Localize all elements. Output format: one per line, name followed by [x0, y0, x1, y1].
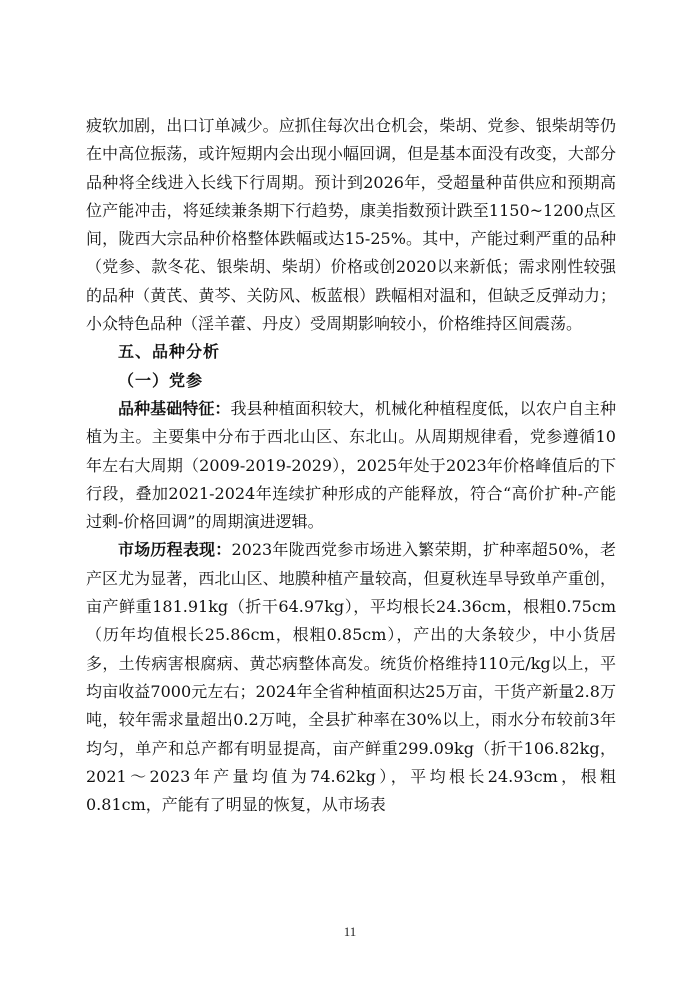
section-heading: 五、品种分析	[118, 342, 221, 362]
paragraph-label: 品种基础特征：	[118, 398, 231, 418]
paragraph-label: 市场历程表现：	[118, 540, 232, 560]
paragraph-text: 2023年陇西党参市场进入繁荣期，扩种率超50%，老产区尤为显著，西北山区、地膜种植产量较高，但夏秋连旱导致单产重创，亩产鲜重181.91kg（折干64.97kg），平均根长24.36cm，根粗0.75cm（历年均值根长25.86cm，根粗0.85cm），产出的大条较少，中小货居多，土传病害根腐病、黄芯病整体高发。统货价格维持110元/kg以上，平均亩收益7000元左右；2024年全省种植面积达25万亩，干货产新量2.8万吨，较年需求量超出0.2万吨，全县扩种率在30%以上，雨水分布较前3年均匀，单产和总产都有明显提高，亩产鲜重299.09kg（折干106.82kg，2021～2023年产量均值为74.62kg），平均根长24.93cm，根粗0.81cm，产能有了明显的恢复，从市场表	[86, 540, 616, 815]
continuation-paragraph: 疲软加剧，出口订单减少。应抓住每次出仓机会，柴胡、党参、银柴胡等仍在中高位振荡，或许短期内会出现小幅回调，但是基本面没有改变，大部分品种将全线进入长线下行周期。预计到2026年，受超量种苗供应和预期高位产能冲击，将延续兼条期下行趋势，康美指数预计跌至1150~1200点区间，陇西大宗品种价格整体跌幅或达15-25%。其中，产能过剩严重的品种（党参、款冬花、银柴胡、柴胡）价格或创2020以来新低；需求刚性较强的品种（黄芪、黄芩、关防风、板蓝根）跌幅相对温和，但缺乏反弹动力；小众特色品种（淫羊藿、丹皮）受周期影响较小，价格维持区间震荡。	[86, 116, 616, 334]
paragraph-basic-features	[86, 395, 616, 536]
paragraph-text: 我县种植面积较大，机械化种植程度低，以农户自主种植为主。主要集中分布于西北山区、东北山。从周期规律看，党参遵循10年左右大周期（2009-2019-2029），2025年处于2023年价格峰值后的下行段，叠加2021-2024年连续扩种形成的产能释放，符合“高价扩种-产能过剩-价格回调”的周期演进逻辑。	[86, 398, 616, 532]
document-body	[86, 112, 616, 819]
sub-heading: （一）党参	[118, 370, 204, 390]
paragraph-market-history	[86, 536, 616, 819]
page-number: 11	[343, 924, 357, 939]
